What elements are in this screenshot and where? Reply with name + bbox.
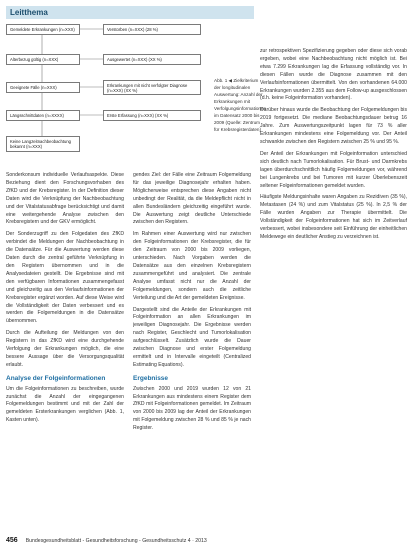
section-heading: Analyse der Folgeinformationen <box>6 374 106 382</box>
paragraph: gendes Ziel: der Fälle eine Zeitraum Folgemeldung für das jeweilige Diagnosejahr erhalten haben. Möglicherweise entsprechen diese Angaben nicht unbedingt der Realität, da die Meldepflicht nicht in allen Bundesländern gleichzeitig eingeführt wurde. Die Auswertung zeigt deutliche Unterschiede zwischen den Registern. <box>133 172 251 226</box>
text-column-3 <box>260 48 407 532</box>
flow-box-untracked: Erkrankungen mit nicht verfolgter Diagnose (n=XXX) (XX %) <box>103 80 201 95</box>
paragraph: Zwischen 2000 und 2019 wurden 12 von 21 Erkrankungen aus mindestens einem Register dem ZfKD mit Folgeinformationen gemeldet. Im Zeitraum von 2000 bis 2009 lag der Anteil der Erkrankungen mit Folgemeldung zwischen 28 % und 85 % je nach Register. <box>133 385 251 432</box>
flow-box-eligible: Geeignete Fälle (n=XXX) <box>6 82 80 93</box>
paragraph: Häufigste Meldungsinhalte waren Angaben zu Rezidiven (35 %), Metastasen (24 %) und zum Vitalstatus (25 %). In 2,5 % der Fälle wurden Angaben zur Therapie übermittelt. Die Vollständigkeit der Folgeinformationen hat sich im Zeitverlauf verbessert, wobei insbesondere seit Einführung der einheitlichen Meldewege ein deutlicher Anstieg zu verzeichnen ist. <box>260 194 407 240</box>
paragraph: Um die Folgeinformationen zu beschreiben, wurde zunächst die Anzahl der eingegangenen Folgemeldungen bestimmt und mit der Zahl der gemeldeten Ersterkrankungen verglichen (Abb. 1, Kasten unten). <box>6 385 124 424</box>
section-heading: Ergebnisse <box>133 374 169 382</box>
paragraph: Der Anteil der Erkrankungen mit Folgeinformation unterschied sich deutlich nach Tumorlokalisation. Für Brust- und Darmkrebs lagen überdurchschnittlich häufig Folgemeldungen vor, während bei Lungenkrebs und bei Tumoren mit kurzer Überlebenszeit seltener Folgeinformationen gemeldet wurden. <box>260 150 407 189</box>
flow-box-longitudinal: Längsschnittdaten (n=XXXX) <box>6 110 80 121</box>
paragraph: Sonderkonsum individuelle Verlaufsaspekte. Diese Beziehung dient den Forschungsvorhaben des ZfKD und der Krebsregister. In der Definition dieser Daten wird die Verknüpfung der Nachbeobachtung und der Vitalstatusabfrage berücksichtigt und damit eine weitergehende Analyse zwischen den Krebsregistern und der GKV ermöglicht. <box>6 172 124 226</box>
figure-caption: Abb. 1 ◀ Zielkriterium der longitudinalen Auswertung: Anzahl der Erkrankungen mit Verfolgungsinformationen im Datensatz 2000 bis 2009 (Quelle: Zentrum für Krebsregisterdaten) <box>214 78 267 132</box>
page-number: 456 <box>6 537 18 544</box>
flow-box-first-record: Erste Erfassung (n=XXX) (XX %) <box>103 110 201 121</box>
flow-diagram <box>6 22 267 172</box>
paragraph: zur retrospektiven Spezifizierung gegeben oder diese sich vorab ergeben, wobei eine Nachbeobachtung nicht möglich ist. Bei etwa 7.299 Erkrankungen lag die Erfassung vollständig vor. In diesen Fällen wurde die Diagnose zusammen mit den Verlaufsinformationen übermittelt. Von den vorhandenen 64.000 Erkrankungen wurden 2.355 aus dem Follow-up ausgeschlossen (d.h. keine Folgeinformation vorhanden). <box>260 48 407 102</box>
text-column-1 <box>6 172 124 532</box>
text-column-2 <box>133 172 251 532</box>
paragraph: Dargestellt sind die Anteile der Erkrankungen mit Folgeinformation an allen Erkrankungen im jeweiligen Diagnosejahr. Die Ergebnisse werden nach Register, Geschlecht und Tumorlokalisation aufgeschlüsselt. Zusätzlich wurde die Dauer zwischen Diagnose und erster Folgemeldung ermittelt und in Intervalle eingeteilt (Centralized Estimating Equations). <box>133 306 251 368</box>
flow-box-evaluated: Ausgewertet (n=XXX) (XX %) <box>103 54 201 65</box>
journal-citation: Bundesgesundheitsblatt - Gesundheitsforschung - Gesundheitsschutz 4 · 2013 <box>25 537 207 544</box>
page-footer <box>6 537 207 544</box>
flow-box-deceased: Verstorben (n=XXX) (28 %) <box>103 24 201 35</box>
paragraph: Im Rahmen einer Auswertung wird nur zwischen den Folgeinformationen der Krebsregister, die für den Zeitraum von 2000 bis 2009 vorliegen, unterschieden. Nach Vorgaben werden die Datensätze aus den einzelnen Krebsregistern zusammengeführt und analysiert. Die zentrale Analyse umfasst nicht nur die Anzahl der Folgemeldungen, sondern auch die zeitliche Verteilung und die Art der gemeldeten Ereignisse. <box>133 231 251 301</box>
flow-box-no-followup: Keine Langzeitnachbeobachtung bekannt (n=XXX) <box>6 136 80 152</box>
paragraph: Durch die Aufteilung der Meldungen von den Registern in das ZfKD wird eine durchgehende Verfolgung der Erkrankungen möglich, die eine bessere Aussage über die Versorgungsqualität erlaubt. <box>6 330 124 368</box>
section-header: Leitthema <box>6 6 254 19</box>
paragraph: Darüber hinaus wurde die Beobachtung der Folgemeldungen bis 2019 fortgesetzt. Die mediane Beobachtungsdauer betrug 16 Jahre. Zum Auswertungszeitpunkt lagen für 73 % aller Erkrankungen mindestens eine Folgemeldung vor. Der Anteil schwankte zwischen den Registern zwischen 25 % und 95 %. <box>260 107 407 145</box>
flow-box-reported: Gemeldete Erkrankungen (n=XXX) <box>6 24 80 35</box>
flow-box-age-valid: Alterbezug gültig (n=XXX) <box>6 54 80 65</box>
paragraph: Der Sonderzugriff zu den Folgedaten des ZfKD verbindet die Meldungen der Nachbeobachtung in die Datensätze. Für die Auswertung werden diese Daten durch die zentral geführte Verknüpfung in den Registern übernommen und in die Analysedateien gestellt. Die Ergebnisse sind mit den verfügbaren Informationen zusammengefasst und gleichzeitig aus den Verlaufsinformationen der Krebsregister ergänzt worden. Auf diese Weise wird die Vollständigkeit der Daten verbessert und es werden die Folgemeldungen in die Datensätze übernommen. <box>6 231 124 325</box>
